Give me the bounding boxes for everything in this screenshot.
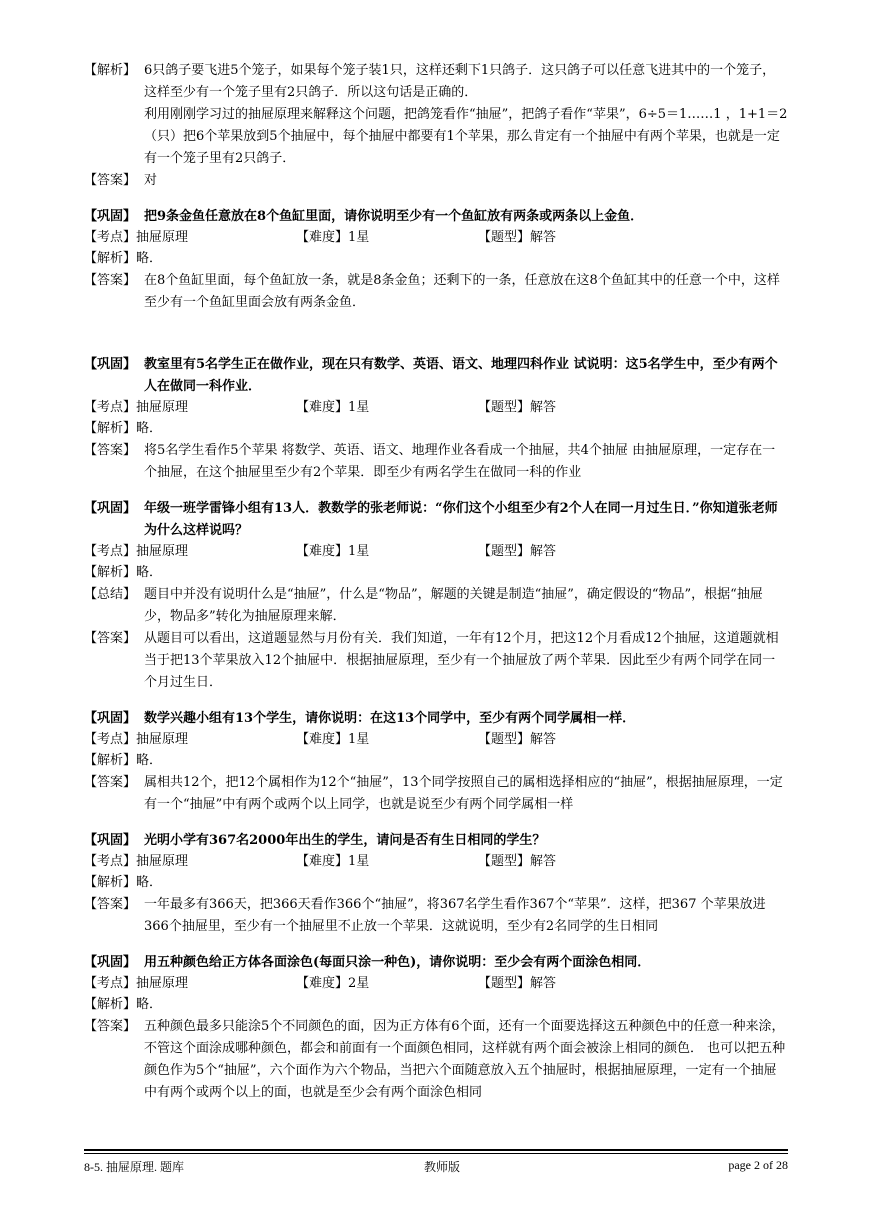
type-label: 【题型】解答 bbox=[478, 854, 557, 869]
question-tag: 【巩固】 bbox=[84, 833, 137, 848]
analysis-row bbox=[84, 994, 788, 1016]
analysis-text: 【解析】略． bbox=[84, 997, 163, 1012]
type-label: 【题型】解答 bbox=[478, 976, 557, 991]
answer-block bbox=[84, 628, 788, 694]
type-label: 【题型】解答 bbox=[478, 230, 557, 245]
question-tag: 【巩固】 bbox=[84, 501, 137, 516]
kaodian-label: 【考点】抽屉原理 bbox=[84, 400, 189, 415]
question-tag: 【巩固】 bbox=[84, 209, 137, 224]
answer-block bbox=[84, 170, 788, 192]
answer-tag: 【答案】 bbox=[84, 173, 137, 188]
page-footer bbox=[84, 1149, 788, 1175]
question-text: 数学兴趣小组有13个学生，请你说明：在这13个同学中，至少有两个同学属相一样． bbox=[144, 711, 636, 726]
kaodian-label: 【考点】抽屉原理 bbox=[84, 854, 189, 869]
meta-row bbox=[84, 398, 788, 418]
summary-block bbox=[84, 584, 788, 628]
analysis-paragraph: 6只鸽子要飞进5个笼子，如果每个笼子装1只，这样还剩下1只鸽子．这只鸽子可以任意飞进其中的一个笼子，这样至少有一个笼子里有2只鸽子．所以这句话是正确的． bbox=[144, 63, 776, 100]
question-row bbox=[84, 354, 788, 398]
answer-tag: 【答案】 bbox=[84, 1019, 137, 1034]
answer-tag: 【答案】 bbox=[84, 897, 137, 912]
analysis-block bbox=[84, 60, 788, 170]
analysis-text: 【解析】略． bbox=[84, 753, 163, 768]
answer-tag: 【答案】 bbox=[84, 631, 137, 646]
difficulty-label: 【难度】1星 bbox=[296, 230, 370, 245]
meta-row bbox=[84, 228, 788, 248]
footer-rule bbox=[84, 1149, 788, 1151]
difficulty-label: 【难度】1星 bbox=[296, 400, 370, 415]
question-row bbox=[84, 498, 788, 542]
answer-text: 将5名学生看作5个苹果 将数学、英语、语文、地理作业各看成一个抽屉，共4个抽屉 由抽屉原理，一定存在一个抽屉，在这个抽屉里至少有2个苹果．即至少有两名学生在做同一科的作业 bbox=[144, 443, 776, 480]
problem-block bbox=[84, 206, 788, 314]
question-text: 把9条金鱼任意放在8个鱼缸里面，请你说明至少有一个鱼缸放有两条或两条以上金鱼． bbox=[144, 209, 644, 224]
answer-tag: 【答案】 bbox=[84, 443, 137, 458]
footer-source: 8-5. 抽屉原理. 题库 bbox=[84, 1160, 184, 1174]
answer-tag: 【答案】 bbox=[84, 273, 137, 288]
answer-text: 从题目可以看出，这道题显然与月份有关．我们知道，一年有12个月，把这12个月看成12个抽屉，这道题就相当于把13个苹果放入12个抽屉中．根据抽屉原理，至少有一个抽屉放了两个苹果．因此至少有两个同学在同一个月过生日． bbox=[144, 631, 779, 690]
answer-text: 一年最多有366天，把366天看作366个“抽屉”，将367名学生看作367个“苹果”．这样，把367 个苹果放进366个抽屉里，至少有一个抽屉里不止放一个苹果．这就说明，至少有2名同学的生日相同 bbox=[144, 897, 766, 934]
analysis-text: 【解析】略． bbox=[84, 421, 163, 436]
summary-tag: 【总结】 bbox=[84, 587, 137, 602]
analysis-text: 【解析】略． bbox=[84, 251, 163, 266]
question-text: 用五种颜色给正方体各面涂色(每面只涂一种色)，请你说明：至少会有两个面涂色相同． bbox=[144, 955, 651, 970]
meta-row bbox=[84, 730, 788, 750]
question-text: 光明小学有367名2000年出生的学生，请问是否有生日相同的学生？ bbox=[144, 833, 546, 848]
meta-row bbox=[84, 974, 788, 994]
answer-block bbox=[84, 270, 788, 314]
analysis-paragraph: 利用刚刚学习过的抽屉原理来解释这个问题，把鸽笼看作“抽屉”，把鸽子看作“苹果”，6÷5＝1……1 ，1+1＝2（只）把6个苹果放到5个抽屉中，每个抽屉中都要有1个苹果，那么肯定有一个抽屉中有两个苹果，也就是一定有一个笼子里有2只鸽子． bbox=[144, 107, 788, 166]
question-row bbox=[84, 708, 788, 730]
answer-block bbox=[84, 440, 788, 484]
answer-block bbox=[84, 1016, 788, 1104]
kaodian-label: 【考点】抽屉原理 bbox=[84, 976, 189, 991]
question-row bbox=[84, 206, 788, 228]
kaodian-label: 【考点】抽屉原理 bbox=[84, 544, 189, 559]
kaodian-label: 【考点】抽屉原理 bbox=[84, 732, 189, 747]
question-text: 教室里有5名学生正在做作业，现在只有数学、英语、语文、地理四科作业 试说明：这5名学生中，至少有两个人在做同一科作业． bbox=[144, 357, 778, 394]
analysis-tag: 【解析】 bbox=[84, 63, 137, 78]
difficulty-label: 【难度】2星 bbox=[296, 976, 370, 991]
type-label: 【题型】解答 bbox=[478, 400, 557, 415]
analysis-text: 【解析】略． bbox=[84, 565, 163, 580]
document-body bbox=[84, 60, 788, 1104]
answer-text: 五种颜色最多只能涂5个不同颜色的面，因为正方体有6个面，还有一个面要选择这五种颜色中的任意一种来涂，不管这个面涂成哪种颜色，都会和前面有一个面颜色相同，这样就有两个面会被涂上相同的颜色． 也可以把五种颜色作为5个“抽屉”，六个面作为六个物品，当把六个面随意放入五个抽屉时，根据抽屉原理，一定有一个抽屉中有两个或两个以上的面，也就是至少会有两个面涂色相同 bbox=[144, 1019, 786, 1100]
problem-block bbox=[84, 952, 788, 1104]
answer-text: 属相共12个，把12个属相作为12个“抽屉”，13个同学按照自己的属相选择相应的“抽屉”，根据抽屉原理，一定有一个“抽屉”中有两个或两个以上同学，也就是说至少有两个同学属相一样 bbox=[144, 775, 783, 812]
question-tag: 【巩固】 bbox=[84, 955, 137, 970]
problem-block bbox=[84, 354, 788, 484]
question-row bbox=[84, 830, 788, 852]
difficulty-label: 【难度】1星 bbox=[296, 544, 370, 559]
answer-block bbox=[84, 772, 788, 816]
question-row bbox=[84, 952, 788, 974]
question-tag: 【巩固】 bbox=[84, 357, 137, 372]
footer-rule bbox=[84, 1153, 788, 1154]
footer-edition: 教师版 bbox=[424, 1160, 461, 1174]
analysis-row bbox=[84, 418, 788, 440]
analysis-row bbox=[84, 750, 788, 772]
analysis-row bbox=[84, 248, 788, 270]
problem-block bbox=[84, 708, 788, 816]
kaodian-label: 【考点】抽屉原理 bbox=[84, 230, 189, 245]
type-label: 【题型】解答 bbox=[478, 544, 557, 559]
analysis-row bbox=[84, 872, 788, 894]
question-tag: 【巩固】 bbox=[84, 711, 137, 726]
page-number: page 2 of 28 bbox=[728, 1158, 788, 1172]
meta-row bbox=[84, 852, 788, 872]
question-text: 年级一班学雷锋小组有13人．教数学的张老师说：“你们这个小组至少有2个人在同一月过生日．”你知道张老师为什么这样说吗？ bbox=[144, 501, 778, 538]
problem-block bbox=[84, 498, 788, 694]
type-label: 【题型】解答 bbox=[478, 732, 557, 747]
difficulty-label: 【难度】1星 bbox=[296, 732, 370, 747]
analysis-row bbox=[84, 562, 788, 584]
analysis-text: 【解析】略． bbox=[84, 875, 163, 890]
answer-block bbox=[84, 894, 788, 938]
difficulty-label: 【难度】1星 bbox=[296, 854, 370, 869]
answer-tag: 【答案】 bbox=[84, 775, 137, 790]
meta-row bbox=[84, 542, 788, 562]
answer-text: 对 bbox=[144, 173, 158, 188]
answer-text: 在8个鱼缸里面，每个鱼缸放一条，就是8条金鱼；还剩下的一条，任意放在这8个鱼缸其中的任意一个中，这样至少有一个鱼缸里面会放有两条金鱼． bbox=[144, 273, 780, 310]
summary-text: 题目中并没有说明什么是“抽屉”，什么是“物品”，解题的关键是制造“抽屉”，确定假设的“物品”，根据“抽屉少，物品多”转化为抽屉原理来解． bbox=[144, 587, 763, 624]
problem-block bbox=[84, 830, 788, 938]
